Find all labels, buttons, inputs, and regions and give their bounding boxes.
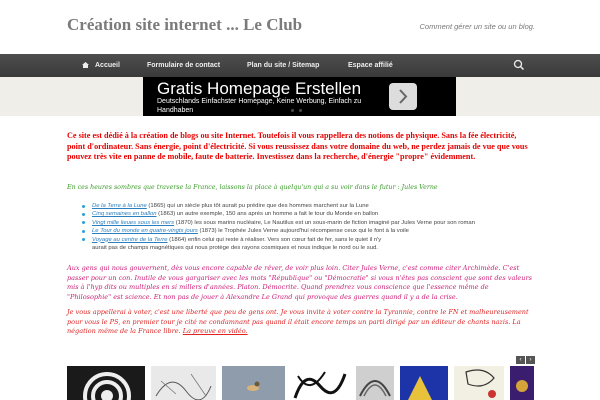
abstract-art-icon xyxy=(67,366,145,400)
ad-pagination xyxy=(282,109,322,113)
gallery-thumbnail[interactable] xyxy=(67,366,145,400)
ad-dot[interactable] xyxy=(291,109,294,112)
carousel-prev-button[interactable] xyxy=(516,356,525,364)
book-description: (1863) un autre exemple, 150 ans après un homme a fait le tour du Monde en ballon xyxy=(156,211,379,218)
jules-verne-intro: En ces heures sombres que traverse la France, laissons la place à quelqu'un qui a su voir dans le futur : Jules Verne xyxy=(67,184,438,191)
main-content xyxy=(0,116,600,400)
nav-item-espace-affilie[interactable] xyxy=(348,54,393,77)
swirl-art-icon xyxy=(356,366,394,400)
book-link[interactable]: Voyage au centre de la Terre xyxy=(92,236,168,243)
bullet-icon xyxy=(82,238,85,241)
ad-dot[interactable] xyxy=(299,109,302,112)
book-description: (1865) qui un siècle plus tôt aurait pu prédire que des hommes marchent sur la Lune xyxy=(146,203,369,209)
chevron-right-icon: › xyxy=(529,357,532,363)
carousel-next-button[interactable] xyxy=(526,356,535,364)
book-description: (1870) les sous marins nucléaire, Le Nautilus est un sous-marin de fiction imaginé par Jules Verne pour son roman xyxy=(174,219,475,226)
nav-item-formulaire-de-contact[interactable] xyxy=(147,54,220,77)
nav-item-accueil[interactable] xyxy=(95,54,120,77)
duck-photo-icon xyxy=(222,366,285,400)
nav-item-label: Accueil xyxy=(95,62,120,69)
sketch-icon xyxy=(151,366,216,400)
proof-video-link[interactable]: La preuve en vidéo. xyxy=(182,327,248,335)
patterned-art-icon xyxy=(290,366,350,400)
list-item xyxy=(81,202,536,210)
nav-item-plan-du-site[interactable] xyxy=(247,54,319,77)
gallery-thumbnail[interactable] xyxy=(400,366,448,400)
intro-paragraph: Ce site est dédié à la création de blogs ou site Internet. Toutefois il vous rappellera des notions de physique. Sans la fée électricité, point d'ordinateur. Sans énergie, point d'électricité. Si vous reussissez dans votre domaine du web, ne perdez jamais de vue que vous pouvez très vite en panne de mobile, faute de batterie. Investissez dans la recherche, d'énergie "propre" évidemment. xyxy=(67,131,528,161)
bullet-icon xyxy=(82,205,85,208)
cartoon-art-icon xyxy=(454,366,504,400)
ad-text: Deutschlands Einfachster Homepage, Keine Werbung, Einfach zu xyxy=(157,98,362,105)
nav-item-label: Plan du site / Sitemap xyxy=(247,62,320,69)
gallery-thumbnail[interactable] xyxy=(356,366,394,400)
book-description: (1873) le Trophée Jules Verne aujourd'hui récompense ceux qui le font à la voile xyxy=(197,228,409,235)
home-icon xyxy=(82,62,89,68)
bullet-icon xyxy=(82,221,85,224)
book-description: (1864) enfin celui qui reste à réaliser. Vers son cœur fait de fer, sans le quiet il n'y aurait pas de champs magnétiques qui nous protège des rayons cosmiques et nous indique le nord ou le sud. xyxy=(92,236,382,252)
site-tagline: Comment gérer un site ou un blog. xyxy=(419,22,535,31)
nav-item-label: Espace affilié xyxy=(348,62,393,69)
site-title[interactable]: Création site internet ... Le Club xyxy=(67,15,303,34)
book-link[interactable]: Le Tour du monde en quatre-vingts jours xyxy=(92,228,198,235)
bullet-icon xyxy=(82,213,85,216)
political-paragraph: Aux gens qui nous gouvernent, dès vous encore capable de rêver, de voir plus loin. Citer Jules Verne, c'est comme citer Archimède. C'est passer pour un con. Inutile de vous gargariser avec les mots "République" ou "Démocratie" si vous n'êtes pas conscient que sont des valeurs mis à l'hyp dits ou multiples en si millers d'années. Platon. Démocrite. Quand prendrez vous conscience que l'essence même de "Philosophie" est science. Et non pas de jouer à Alexandre Le Grand qui provoque des guerres quand il y a de la crise. xyxy=(67,264,532,301)
gallery-thumbnail[interactable] xyxy=(510,366,534,400)
purple-art-icon xyxy=(510,366,534,400)
list-item xyxy=(81,210,536,218)
ad-next-button[interactable] xyxy=(389,83,417,110)
list-item xyxy=(81,236,392,253)
site-header xyxy=(0,0,600,54)
list-item xyxy=(81,227,536,235)
gallery-thumbnail[interactable] xyxy=(222,366,285,400)
book-link[interactable]: Cinq semaines en ballon xyxy=(92,211,157,218)
gallery-thumbnail[interactable] xyxy=(454,366,504,400)
nav-item-label: Formulaire de contact xyxy=(147,62,221,69)
list-item xyxy=(81,219,536,227)
gallery-thumbnail[interactable] xyxy=(290,366,350,400)
ad-text-continued: Handhaben xyxy=(157,107,194,114)
chevron-left-icon: ‹ xyxy=(519,357,522,363)
search-icon[interactable] xyxy=(512,58,526,72)
gallery-thumbnail[interactable] xyxy=(151,366,216,400)
chevron-right-icon xyxy=(389,83,417,110)
main-nav xyxy=(0,54,600,77)
bullet-icon xyxy=(82,230,85,233)
book-link[interactable]: De la Terre à la Lune xyxy=(92,203,147,209)
vote-paragraph xyxy=(67,308,534,337)
ad-title: Gratis Homepage Erstellen xyxy=(157,79,362,98)
book-link[interactable]: Vingt mille lieues sous les mers xyxy=(92,219,175,226)
vote-text: Je vous appellerai à voter, c'est une liberté que peu de gens ont. Je vous invite à voter contre la Tyrannie, contre le FN et malheureusement pour vous le PS, en premier tour je cité ne condamnant pas quand il était encore temps un parti dirigé par un éditeur de chants nazis. La négation même de la France libre. xyxy=(67,308,529,335)
blue-art-icon xyxy=(400,366,448,400)
book-list xyxy=(81,202,536,252)
